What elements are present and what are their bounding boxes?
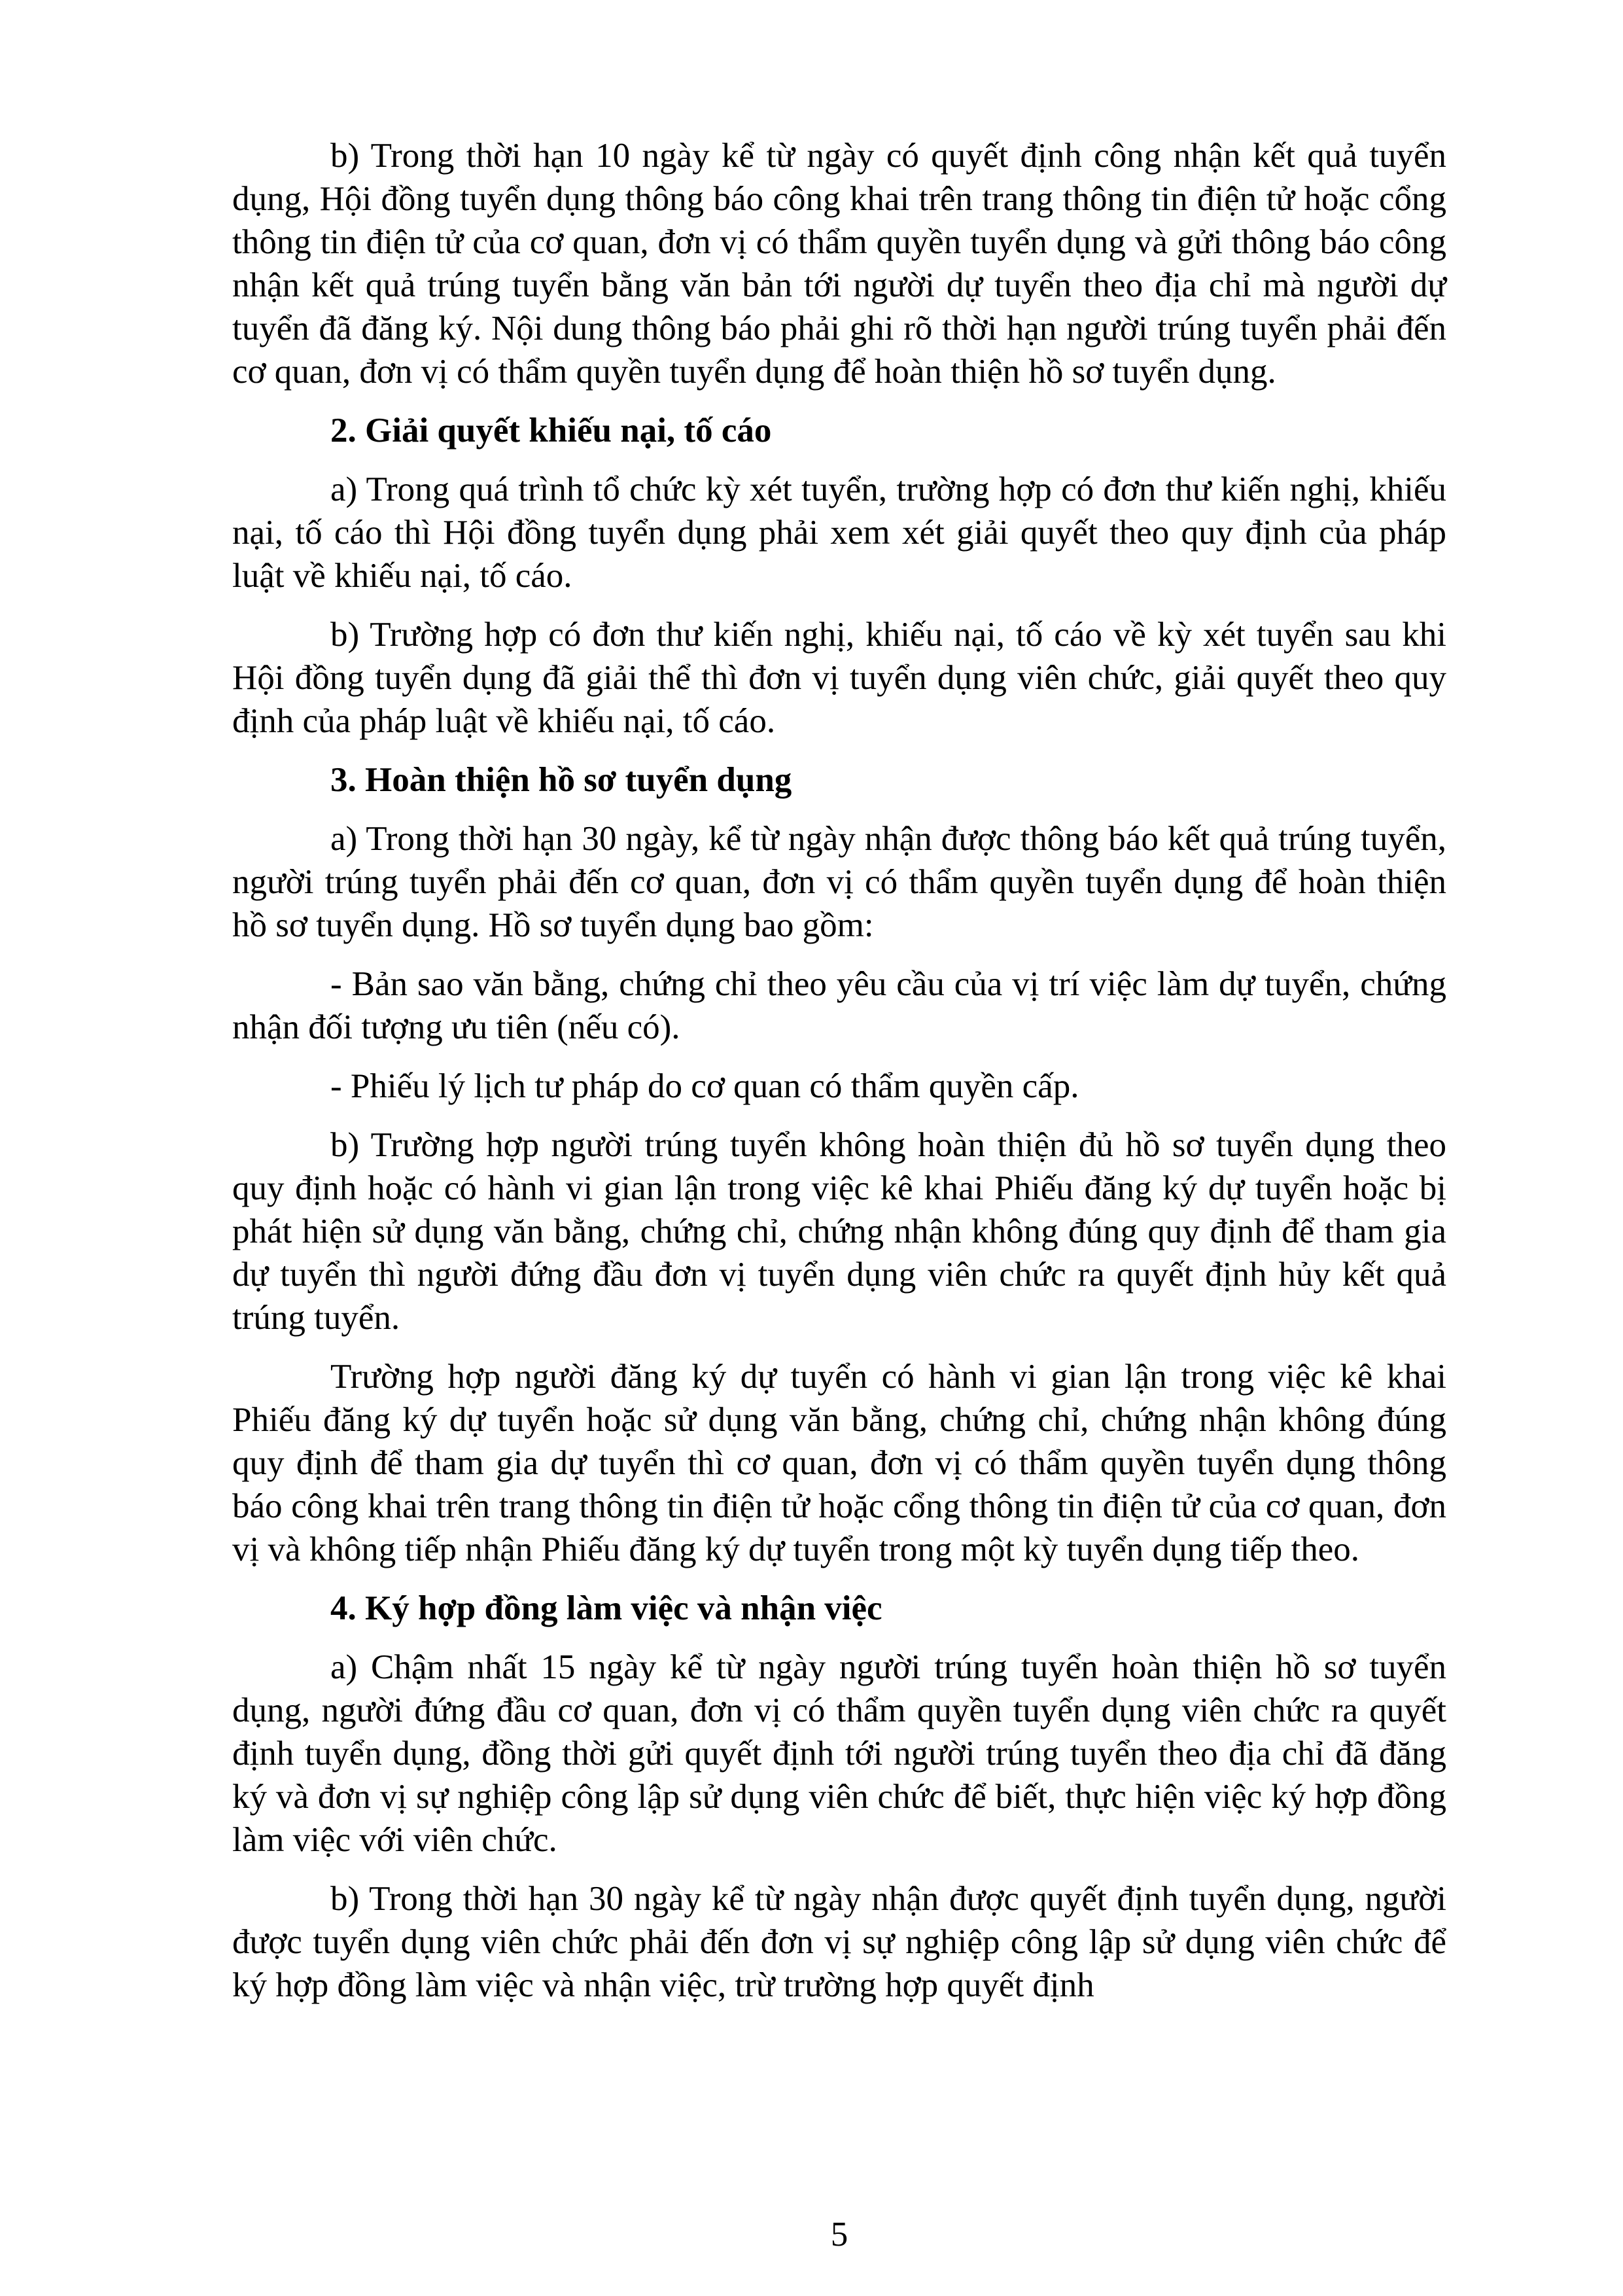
paragraph: b) Trường hợp người trúng tuyển không hoàn thiện đủ hồ sơ tuyển dụng theo quy định hoặc có hành vi gian lận trong việc kê khai Phiếu đăng ký dự tuyển hoặc bị phát hiện sử dụng văn bằng, chứng chỉ, chứng nhận không đúng quy định để tham gia dự tuyển thì người đứng đầu đơn vị tuyển dụng viên chức ra quyết định hủy kết quả trúng tuyển. [232, 1126, 1446, 1337]
list-item: - Bản sao văn bằng, chứng chỉ theo yêu cầu của vị trí việc làm dự tuyển, chứng nhận đối tượng ưu tiên (nếu có). [232, 965, 1446, 1046]
section-heading: 2. Giải quyết khiếu nại, tố cáo [330, 412, 772, 450]
section-heading: 3. Hoàn thiện hồ sơ tuyển dụng [330, 761, 792, 799]
paragraph: a) Trong thời hạn 30 ngày, kể từ ngày nhận được thông báo kết quả trúng tuyển, người trúng tuyển phải đến cơ quan, đơn vị có thẩm quyền tuyển dụng để hoàn thiện hồ sơ tuyển dụng. Hồ sơ tuyển dụng bao gồm: [232, 820, 1446, 944]
section-heading: 4. Ký hợp đồng làm việc và nhận việc [330, 1589, 882, 1627]
paragraph: Trường hợp người đăng ký dự tuyển có hành vi gian lận trong việc kê khai Phiếu đăng ký dự tuyển hoặc sử dụng văn bằng, chứng chỉ, chứng nhận không đúng quy định để tham gia dự tuyển thì cơ quan, đơn vị có thẩm quyền tuyển dụng thông báo công khai trên trang thông tin điện tử hoặc cổng thông tin điện tử của cơ quan, đơn vị và không tiếp nhận Phiếu đăng ký dự tuyển trong một kỳ tuyển dụng tiếp theo. [232, 1358, 1446, 1568]
paragraph: a) Chậm nhất 15 ngày kể từ ngày người trúng tuyển hoàn thiện hồ sơ tuyển dụng, người đứng đầu cơ quan, đơn vị có thẩm quyền tuyển dụng viên chức ra quyết định tuyển dụng, đồng thời gửi quyết định tới người trúng tuyển theo địa chỉ đã đăng ký và đơn vị sự nghiệp công lập sử dụng viên chức để biết, thực hiện việc ký hợp đồng làm việc với viên chức. [232, 1648, 1446, 1859]
paragraph: b) Trong thời hạn 10 ngày kể từ ngày có quyết định công nhận kết quả tuyển dụng, Hội đồng tuyển dụng thông báo công khai trên trang thông tin điện tử hoặc cổng thông tin điện tử của cơ quan, đơn vị có thẩm quyền tuyển dụng và gửi thông báo công nhận kết quả trúng tuyển bằng văn bản tới người dự tuyển theo địa chỉ mà người dự tuyển đã đăng ký. Nội dung thông báo phải ghi rõ thời hạn người trúng tuyển phải đến cơ quan, đơn vị có thẩm quyền tuyển dụng để hoàn thiện hồ sơ tuyển dụng. [232, 137, 1446, 391]
paragraph: a) Trong quá trình tổ chức kỳ xét tuyển, trường hợp có đơn thư kiến nghị, khiếu nại, tố cáo thì Hội đồng tuyển dụng phải xem xét giải quyết theo quy định của pháp luật về khiếu nại, tố cáo. [232, 470, 1446, 595]
page-number: 5 [830, 2216, 848, 2253]
list-item: - Phiếu lý lịch tư pháp do cơ quan có thẩm quyền cấp. [330, 1067, 1079, 1105]
paragraph: b) Trong thời hạn 30 ngày kể từ ngày nhận được quyết định tuyển dụng, người được tuyển dụng viên chức phải đến đơn vị sự nghiệp công lập sử dụng viên chức để ký hợp đồng làm việc và nhận việc, trừ trường hợp quyết định [232, 1880, 1446, 2004]
paragraph: b) Trường hợp có đơn thư kiến nghị, khiếu nại, tố cáo về kỳ xét tuyển sau khi Hội đồng tuyển dụng đã giải thể thì đơn vị tuyển dụng viên chức, giải quyết theo quy định của pháp luật về khiếu nại, tố cáo. [232, 616, 1446, 740]
document-content [232, 134, 1446, 2007]
